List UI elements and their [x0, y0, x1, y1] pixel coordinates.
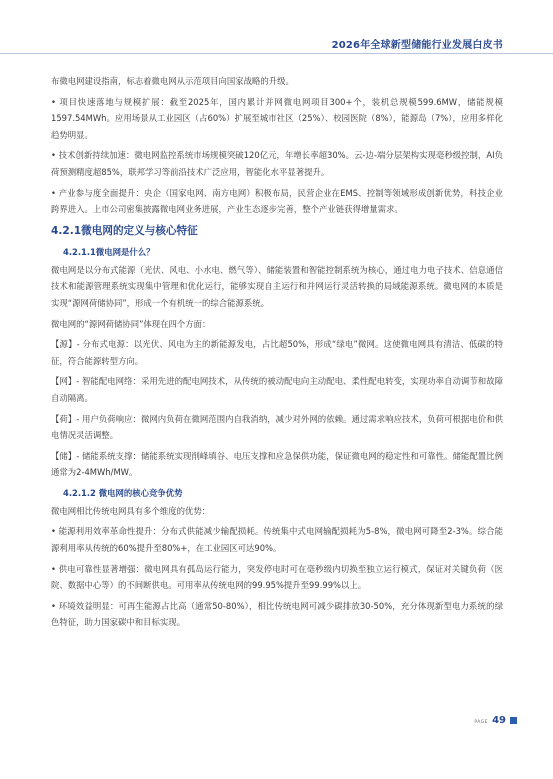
page-header: [0, 0, 553, 58]
subsection-heading-1: 4.2.1.1微电网是什么？: [63, 246, 155, 257]
intro-bullet-projects: • 项目快速落地与规模扩展：截至2025年，国内累计并网微电网项目300+个，装机总规模599.6MW，储能规模1597.54MWh。应用场景从工业园区（占60%）扩展至城市社区（25%）、校园医院（8%），能源岛（7%），应用多样化趋势明显。: [51, 96, 503, 140]
synergy-grid: 【网】- 智能配电网络：采用先进的配电网技术，从传统的被动配电向主动配电、柔性配电转变，实现功率自动调节和故障自动隔离。: [51, 376, 503, 403]
subsection-heading-2: 4.2.1.2 微电网的核心竞争优势: [63, 487, 183, 498]
page-content: [51, 73, 503, 635]
advantage-efficiency: • 能源利用效率革命性提升：分布式供能减少输配损耗。传统集中式电网输配损耗为5-8%，微电网可降至2-3%。综合能源利用率从传统的60%提升至80%+，在工业园区可达90%。: [51, 526, 503, 554]
section-heading: 4.2.1微电网的定义与核心特征: [51, 224, 198, 237]
intro-bullet-technology: • 技术创新持续加速：微电网监控系统市场规模突破120亿元，年增长率超30%。云-边-端分层架构实现毫秒级控制，AI负荷预测精度超85%，联邦学习等前沿技术广泛应用，智能化水平显著提升。: [51, 150, 503, 177]
page-number: 49: [492, 715, 506, 726]
page-marker-icon: [510, 717, 517, 724]
header-title: 2026年全球新型储能行业发展白皮书: [331, 40, 503, 51]
page-label: PAGE: [474, 720, 489, 725]
synergy-source: 【源】- 分布式电源：以光伏、风电为主的新能源发电，占比超50%，形成“绿电”微网。这使微电网具有清洁、低碳的特征，符合能源转型方向。: [51, 339, 503, 366]
intro-paragraph: 布微电网建设指南，标志着微电网从示范项目向国家战略的升级。: [51, 76, 294, 86]
header-divider: [0, 53, 553, 54]
synergy-storage: 【储】- 储能系统支撑：储能系统实现削峰填谷、电压支撑和应急保供功能，保证微电网的稳定性和可靠性。储能配置比例通常为2-4MWh/MW。: [51, 450, 503, 478]
intro-bullet-industry: • 产业参与度全面提升：央企（国家电网、南方电网）积极布局，民营企业在EMS、控制等领域形成创新优势，科技企业跨界进入。上市公司密集披露微电网业务进展，产业生态逐步完善，整个产业链获得增量需求。: [51, 187, 503, 215]
definition-paragraph: 微电网是以分布式能源（光伏、风电、小水电、燃气等）、储能装置和智能控制系统为核心，通过电力电子技术、信息通信技术和能源管理系统实现集中管理和优化运行，能够实现自主运行和并网运行灵活转换的局域能源系统。微电网的本质是实现“源网荷储协同”，形成一个有机统一的综合能源系统。: [51, 264, 503, 308]
page-footer: [474, 711, 517, 727]
advantage-reliability: • 供电可靠性显著增强：微电网具有孤岛运行能力，突发停电时可在毫秒级内切换至独立运行模式，保证对关键负荷（医院、数据中心等）的不间断供电。可用率从传统电网的99.95%提升至99.99%以上。: [51, 563, 503, 591]
advantage-environment: • 环境效益明显：可再生能源占比高（通常50-80%），相比传统电网可减少碳排放30-50%，充分体现新型电力系统的绿色特征，助力国家碳中和目标实现。: [51, 600, 503, 628]
synergy-intro: 微电网的“源网荷储协同”体现在四个方面：: [51, 318, 211, 329]
synergy-load: 【荷】- 用户负荷响应：微网内负荷在微网范围内自我消纳，减少对外网的依赖。通过需求响应技术，负荷可根据电价和供电情况灵活调整。: [51, 413, 503, 441]
advantages-intro: 微电网相比传统电网具有多个维度的优势：: [51, 505, 211, 516]
